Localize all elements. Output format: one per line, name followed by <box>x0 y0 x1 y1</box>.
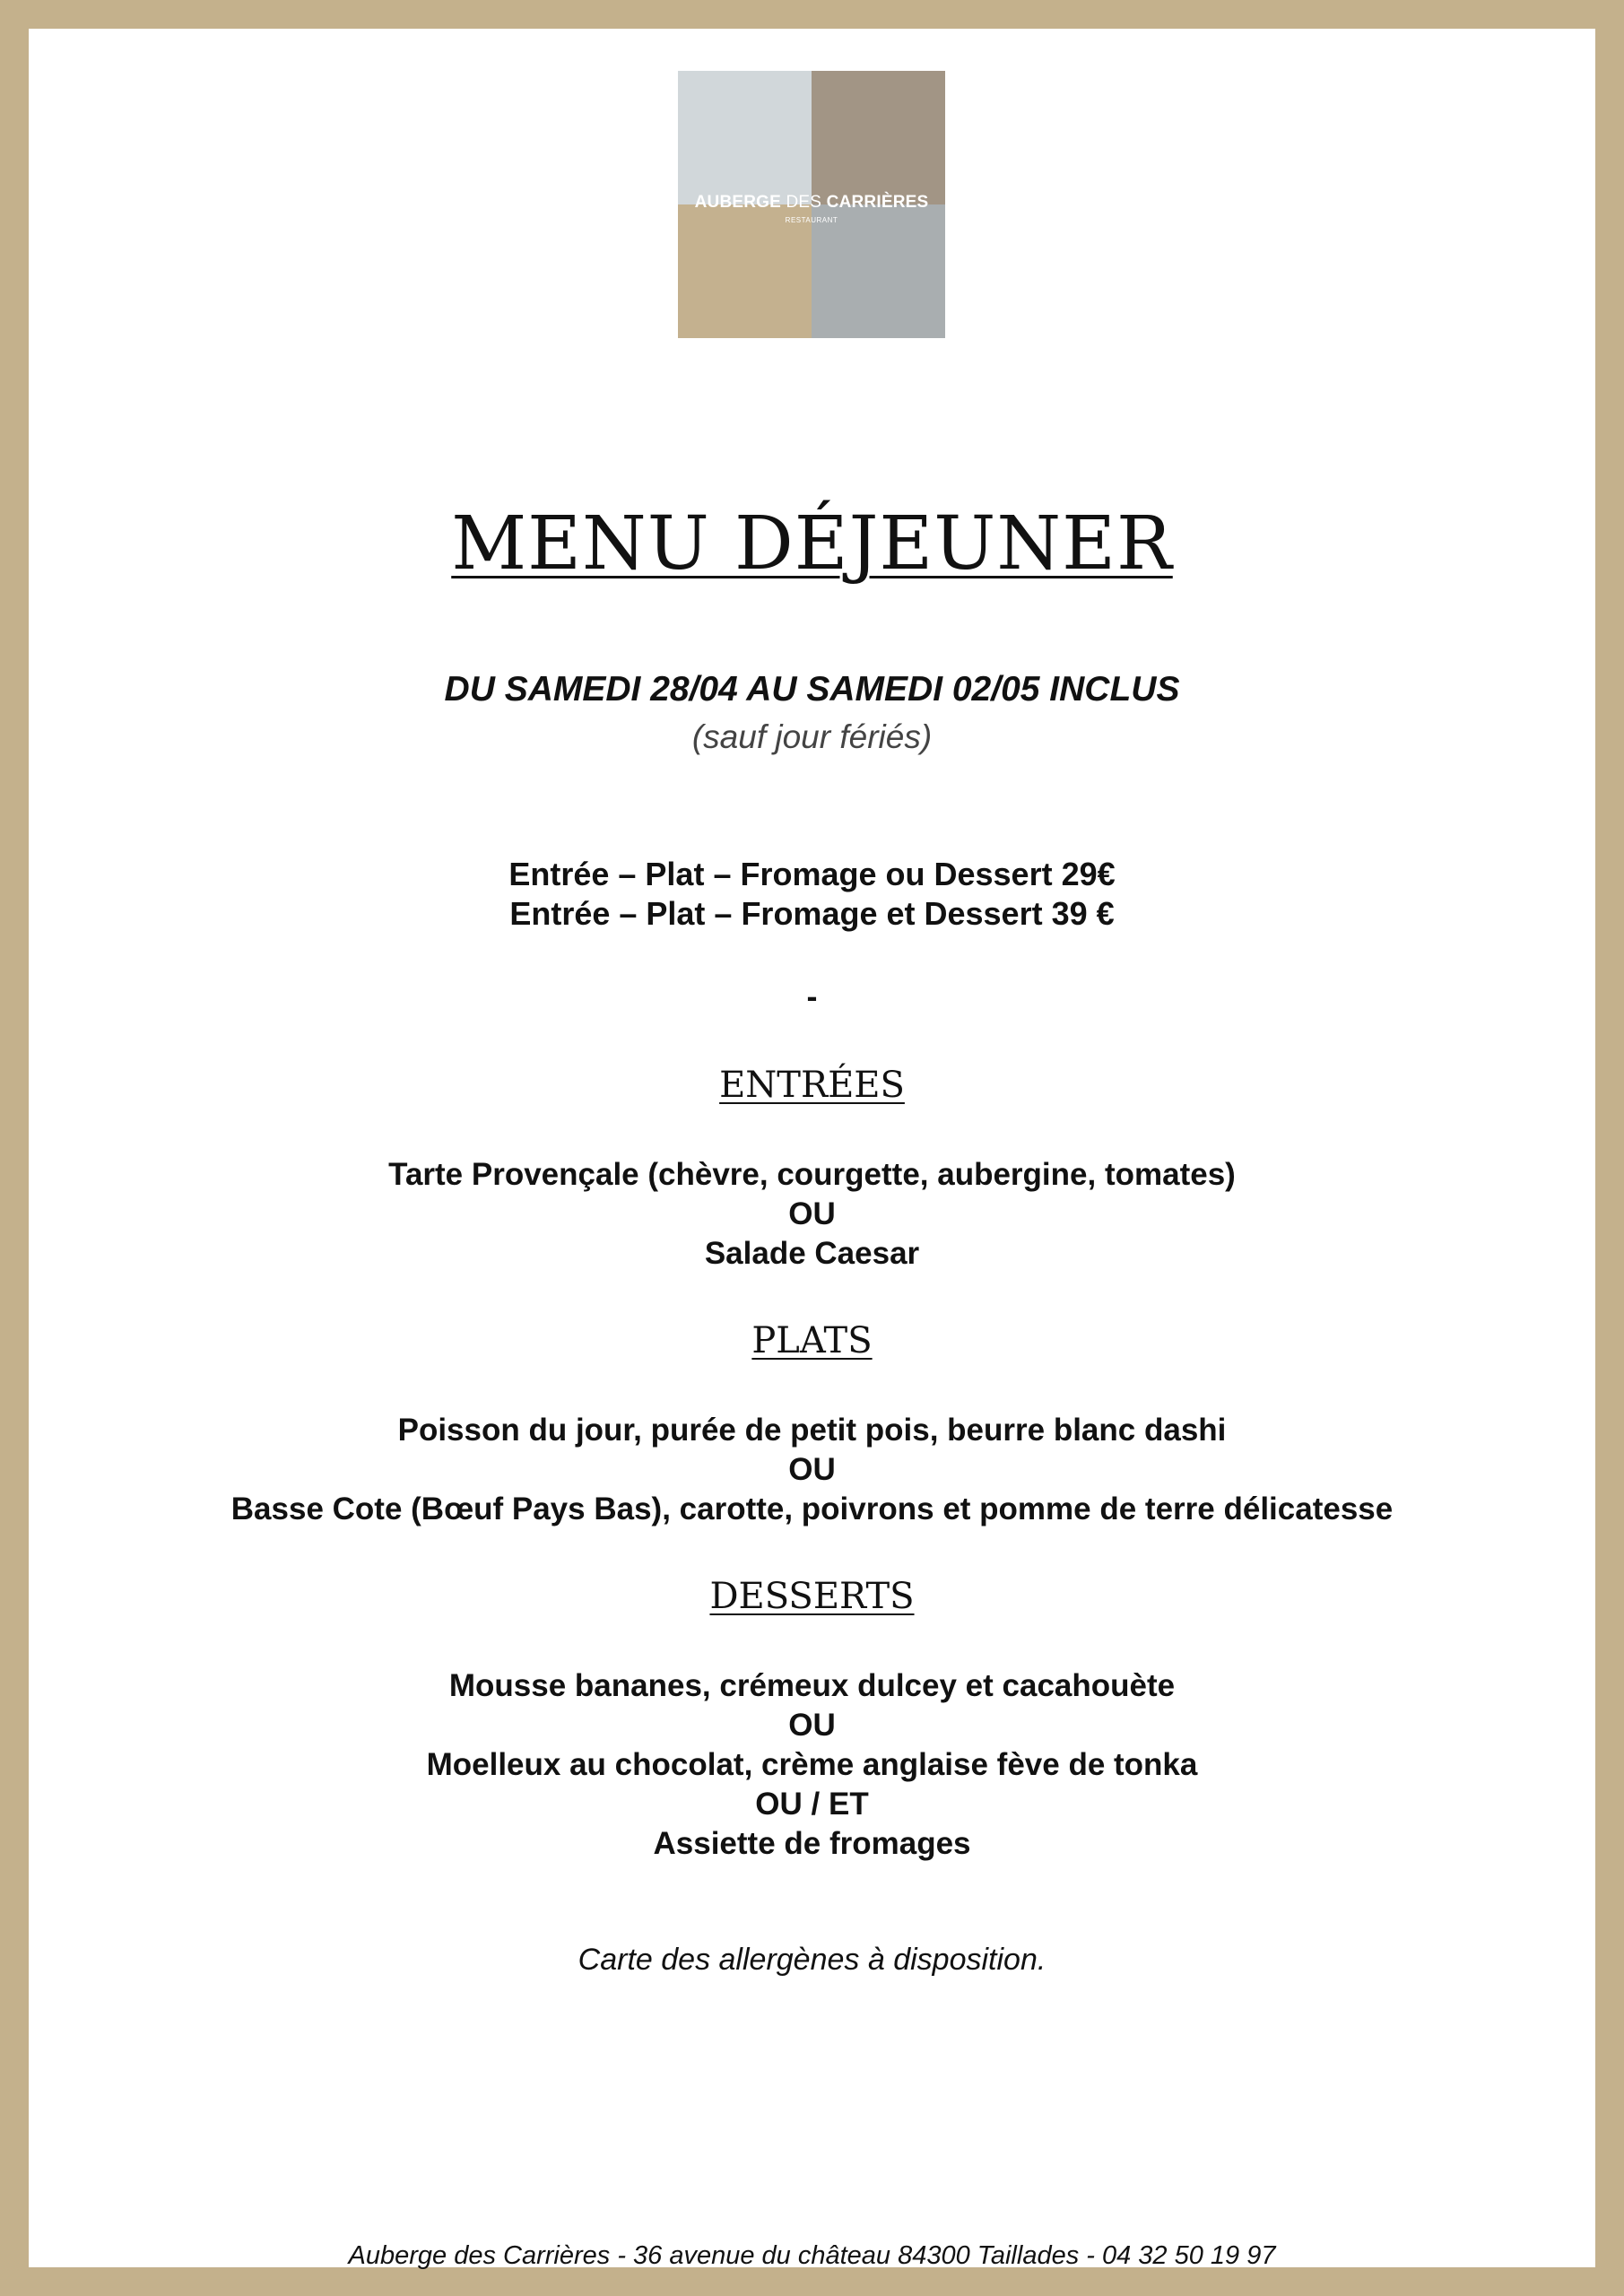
menu-item: Salade Caesar <box>704 1236 920 1271</box>
menu-item: Moelleux au chocolat, crème anglaise fève de tonka <box>426 1747 1198 1782</box>
logo-brand-part-2: DES <box>786 193 827 212</box>
menu-item-or: OU <box>788 1452 836 1487</box>
menu-item: Basse Cote (Bœuf Pays Bas), carotte, poivrons et pomme de terre délicatesse <box>230 1492 1394 1526</box>
menu-item: Assiette de fromages <box>653 1826 971 1861</box>
logo-brand-part-1: AUBERGE <box>694 193 786 212</box>
section-items-desserts <box>29 1666 1595 1864</box>
section-items-plats <box>29 1411 1595 1529</box>
restaurant-logo <box>678 71 945 338</box>
menu-item: Poisson du jour, purée de petit pois, beurre blanc dashi <box>397 1413 1227 1448</box>
menu-page <box>29 29 1595 2270</box>
logo-subtitle: RESTAURANT <box>785 216 838 224</box>
menu-item: Mousse bananes, crémeux dulcey et cacahouète <box>448 1668 1176 1703</box>
separator: - <box>806 978 818 1014</box>
section-items-entrees <box>29 1155 1595 1274</box>
logo-tile-top-left <box>678 71 812 204</box>
menu-dates: DU SAMEDI 28/04 AU SAMEDI 02/05 INCLUS <box>444 670 1180 709</box>
section-title-entrees: ENTRÉES <box>719 1065 905 1106</box>
menu-item: Tarte Provençale (chèvre, courgette, aubergine, tomates) <box>388 1157 1236 1192</box>
logo-tile-top-right <box>812 71 945 204</box>
menu-item-or: OU / ET <box>755 1787 869 1822</box>
section-title-plats: PLATS <box>751 1320 873 1361</box>
logo-tile-bottom-right <box>812 204 945 338</box>
logo-brand-name <box>678 193 945 213</box>
logo-tile-bottom-left <box>678 204 812 338</box>
section-title-desserts: DESSERTS <box>709 1576 915 1617</box>
menu-dates-note: (sauf jour fériés) <box>691 718 933 755</box>
allergen-note: Carte des allergènes à disposition. <box>578 1943 1046 1977</box>
logo-brand-part-3: CARRIÈRES <box>826 193 929 212</box>
menu-item-or: OU <box>788 1708 836 1743</box>
footer-address: Auberge des Carrières - 36 avenue du château 84300 Taillades - 04 32 50 19 97 <box>348 2241 1276 2270</box>
menu-item-or: OU <box>788 1196 836 1231</box>
price-list <box>29 855 1595 934</box>
menu-title: MENU DÉJEUNER <box>451 501 1173 587</box>
price-line: Entrée – Plat – Fromage ou Dessert 29€ <box>508 856 1116 892</box>
price-line: Entrée – Plat – Fromage et Dessert 39 € <box>509 895 1115 932</box>
